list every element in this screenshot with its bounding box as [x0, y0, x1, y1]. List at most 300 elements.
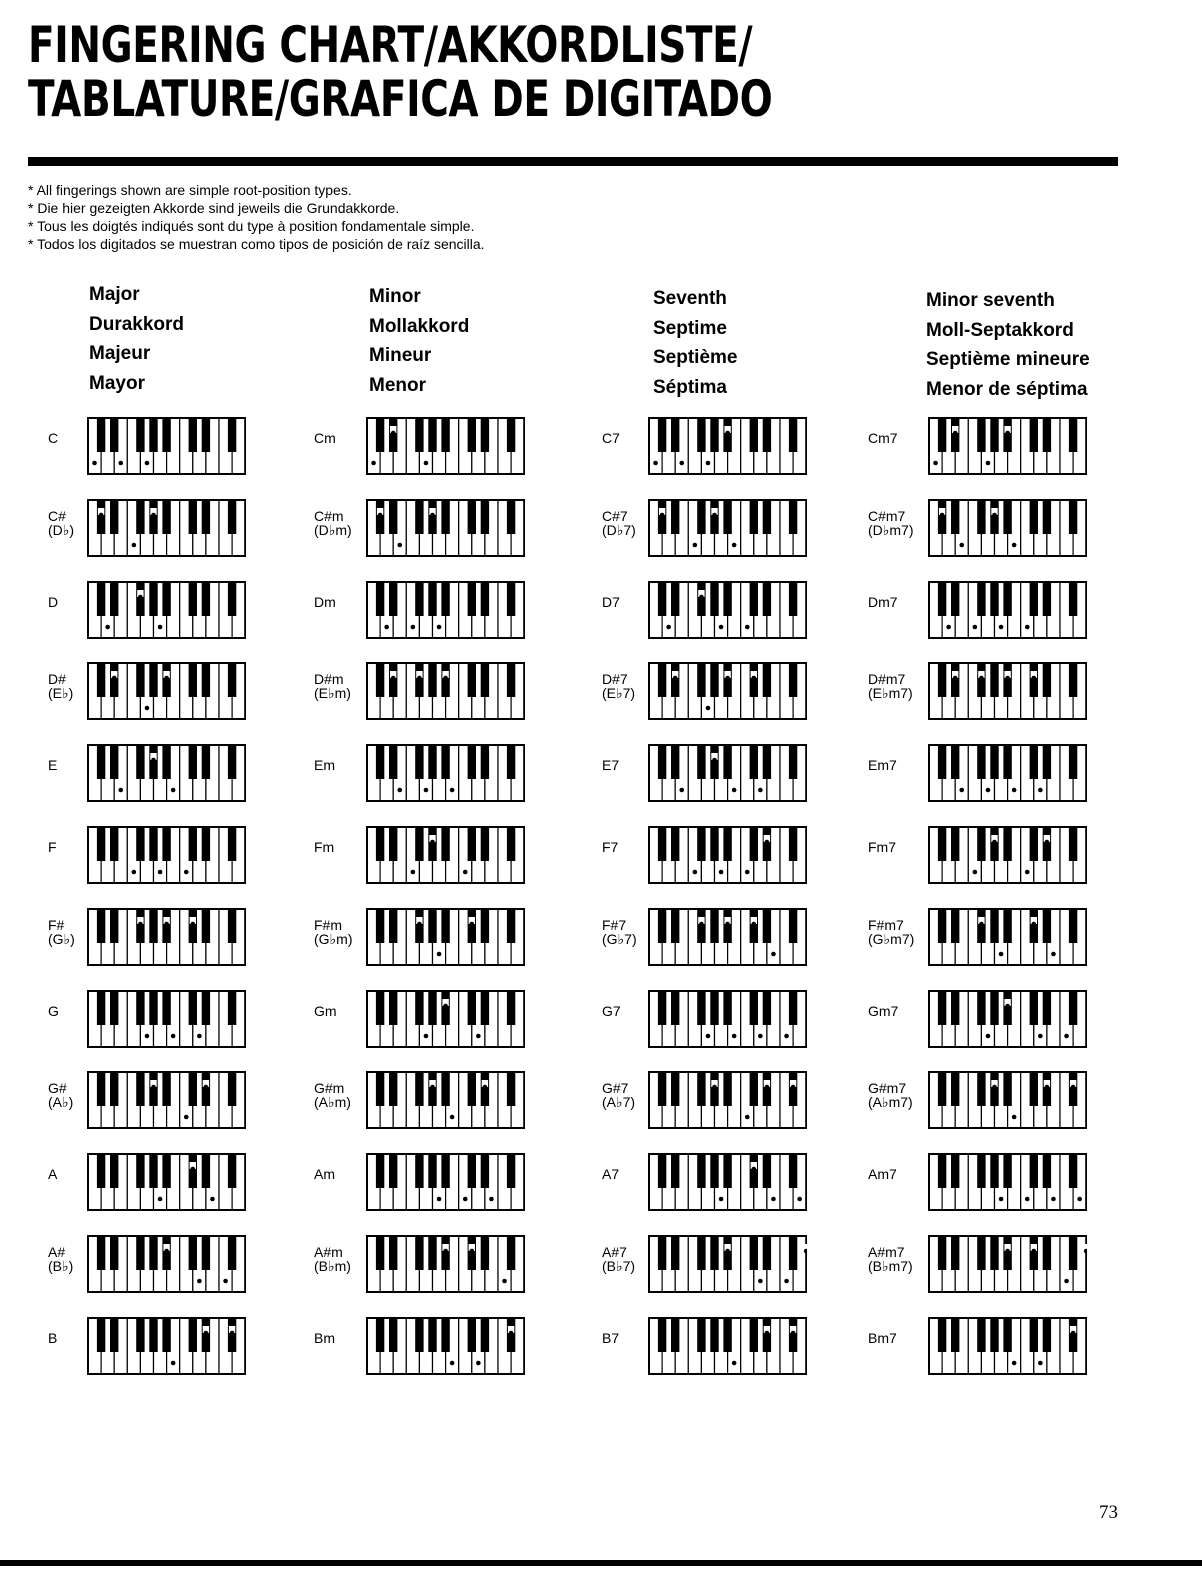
- black-key: [951, 1072, 959, 1106]
- black-key: [228, 1072, 236, 1106]
- black-key: [1069, 827, 1077, 861]
- black-key: [202, 582, 210, 616]
- chord-enharmonic: (B♭m7): [868, 1258, 913, 1274]
- finger-dot: [204, 1085, 209, 1090]
- black-key: [951, 1236, 959, 1270]
- heading-line: Septième mineure: [926, 349, 1090, 370]
- black-key: [990, 745, 998, 779]
- keyboard-diagram: [928, 1235, 1087, 1293]
- keyboard-diagram: [87, 581, 246, 639]
- heading-line: Major: [89, 284, 140, 305]
- finger-dot: [443, 676, 448, 681]
- finger-dot: [437, 624, 442, 629]
- finger-dot: [138, 921, 143, 926]
- black-key: [97, 582, 105, 616]
- black-key: [658, 1072, 666, 1106]
- keyboard-diagram: [928, 990, 1087, 1048]
- black-key: [990, 991, 998, 1025]
- heading-line: Mollakkord: [369, 315, 470, 337]
- keyboard-diagram: [928, 744, 1087, 802]
- black-key: [977, 827, 985, 861]
- black-key: [228, 991, 236, 1025]
- black-key: [977, 1154, 985, 1188]
- chord-label: [602, 509, 636, 537]
- black-key: [376, 663, 384, 697]
- black-key: [938, 663, 946, 697]
- black-key: [723, 1154, 731, 1188]
- black-key: [428, 582, 436, 616]
- black-key: [376, 1318, 384, 1352]
- keyboard-diagram: [928, 826, 1087, 884]
- chord-label: [314, 672, 351, 700]
- black-key: [1043, 500, 1051, 534]
- keyboard-diagram: [648, 744, 807, 802]
- black-key: [977, 1072, 985, 1106]
- black-key: [110, 745, 118, 779]
- finger-dot: [745, 870, 750, 875]
- keyboard-diagram: [366, 581, 525, 639]
- chord-name: C#7: [602, 507, 628, 524]
- finger-dot: [112, 676, 117, 681]
- black-key: [376, 418, 384, 452]
- finger-dot: [986, 1033, 991, 1038]
- black-key: [149, 418, 157, 452]
- heading-line: Moll-Septakkord: [926, 319, 1074, 341]
- column-heading-minor-seventh: [926, 286, 1090, 404]
- finger-dot: [765, 840, 770, 845]
- chord-label: [48, 1245, 73, 1273]
- finger-dot: [171, 1033, 176, 1038]
- black-key: [228, 418, 236, 452]
- finger-dot: [197, 1279, 202, 1284]
- black-key: [710, 582, 718, 616]
- black-key: [1043, 745, 1051, 779]
- black-key: [750, 991, 758, 1025]
- black-key: [1069, 500, 1077, 534]
- keyboard-diagram: [87, 826, 246, 884]
- finger-dot: [424, 788, 429, 793]
- finger-dot: [430, 512, 435, 517]
- chord-name: G: [48, 1002, 59, 1019]
- chord-name: C#m: [314, 507, 344, 524]
- chord-label: [868, 758, 897, 772]
- finger-dot: [191, 921, 196, 926]
- black-key: [990, 1154, 998, 1188]
- black-key: [110, 500, 118, 534]
- finger-dot: [411, 870, 416, 875]
- finger-dot: [450, 1115, 455, 1120]
- black-key: [481, 663, 489, 697]
- black-key: [697, 418, 705, 452]
- black-key: [468, 827, 476, 861]
- finger-dot: [732, 1033, 737, 1038]
- black-key: [389, 1072, 397, 1106]
- black-key: [441, 582, 449, 616]
- black-key: [376, 991, 384, 1025]
- finger-dot: [745, 1115, 750, 1120]
- black-key: [951, 1318, 959, 1352]
- black-key: [990, 582, 998, 616]
- black-key: [162, 1318, 170, 1352]
- black-key: [951, 745, 959, 779]
- finger-dot: [758, 1279, 763, 1284]
- chord-name: C#: [48, 507, 66, 524]
- black-key: [507, 827, 515, 861]
- chord-enharmonic: (D♭m7): [868, 521, 914, 538]
- black-key: [136, 1154, 144, 1188]
- finger-dot: [489, 1197, 494, 1202]
- black-key: [710, 1318, 718, 1352]
- black-key: [189, 991, 197, 1025]
- black-key: [1043, 663, 1051, 697]
- black-key: [951, 582, 959, 616]
- black-key: [938, 1236, 946, 1270]
- black-key: [481, 1154, 489, 1188]
- black-key: [507, 663, 515, 697]
- finger-dot: [430, 840, 435, 845]
- finger-dot: [424, 461, 429, 466]
- finger-dot: [1077, 1197, 1082, 1202]
- black-key: [938, 1072, 946, 1106]
- finger-dot: [706, 461, 711, 466]
- black-key: [228, 500, 236, 534]
- title-line-2: TABLATURE/GRAFICA DE DIGITADO: [28, 70, 773, 128]
- keyboard-diagram: [87, 499, 246, 557]
- black-key: [1043, 991, 1051, 1025]
- finger-dot: [171, 1360, 176, 1365]
- finger-dot: [502, 1279, 507, 1284]
- black-key: [951, 827, 959, 861]
- heading-line: Septième: [653, 347, 738, 368]
- chord-label: [868, 1331, 897, 1345]
- title-rule: [28, 157, 1118, 166]
- chord-name: G#m7: [868, 1080, 907, 1097]
- black-key: [149, 991, 157, 1025]
- black-key: [750, 827, 758, 861]
- finger-dot: [105, 624, 110, 629]
- finger-dot: [1025, 624, 1030, 629]
- chord-label: [314, 918, 352, 946]
- black-key: [750, 745, 758, 779]
- chord-name: D#m7: [868, 671, 906, 688]
- finger-dot: [191, 1167, 196, 1172]
- keyboard-diagram: [366, 744, 525, 802]
- black-key: [97, 1072, 105, 1106]
- finger-dot: [1005, 1249, 1010, 1254]
- finger-dot: [145, 461, 150, 466]
- chord-name: B: [48, 1329, 58, 1346]
- black-key: [189, 745, 197, 779]
- black-key: [389, 991, 397, 1025]
- chord-enharmonic: (B♭7): [602, 1258, 636, 1274]
- black-key: [228, 582, 236, 616]
- finger-dot: [1005, 431, 1010, 436]
- finger-dot: [758, 1033, 763, 1038]
- black-key: [1069, 745, 1077, 779]
- black-key: [763, 418, 771, 452]
- black-key: [1069, 991, 1077, 1025]
- finger-dot: [118, 788, 123, 793]
- chord-enharmonic: (E♭m7): [868, 685, 913, 702]
- chord-label: [314, 1081, 351, 1109]
- black-key: [97, 827, 105, 861]
- finger-dot: [797, 1197, 802, 1202]
- black-key: [389, 745, 397, 779]
- chord-name: D#m: [314, 671, 344, 688]
- chord-name: C#m7: [868, 507, 906, 524]
- finger-dot: [784, 1033, 789, 1038]
- finger-dot: [1032, 1249, 1037, 1254]
- black-key: [481, 582, 489, 616]
- chord-name: E7: [602, 757, 620, 774]
- chord-label: [48, 1081, 73, 1109]
- black-key: [710, 1154, 718, 1188]
- chord-label: [868, 1245, 913, 1273]
- finger-dot: [719, 870, 724, 875]
- finger-dot: [771, 951, 776, 956]
- chord-enharmonic: (E♭): [48, 685, 74, 702]
- finger-dot: [653, 461, 658, 466]
- chord-name: D: [48, 593, 59, 610]
- black-key: [1003, 1318, 1011, 1352]
- chord-label: [868, 918, 914, 946]
- title-line-1: FINGERING CHART/AKKORDLISTE/: [28, 16, 753, 74]
- black-key: [658, 1318, 666, 1352]
- black-key: [149, 827, 157, 861]
- finger-dot: [986, 788, 991, 793]
- chord-name: F7: [602, 839, 619, 855]
- finger-dot: [1045, 840, 1050, 845]
- finger-dot: [732, 788, 737, 793]
- finger-dot: [1071, 1330, 1076, 1335]
- finger-dot: [771, 1197, 776, 1202]
- black-key: [990, 909, 998, 943]
- black-key: [977, 582, 985, 616]
- chord-name: Cm: [314, 430, 336, 446]
- keyboard-diagram: [648, 662, 807, 720]
- finger-dot: [164, 1249, 169, 1254]
- chord-label: [48, 840, 57, 854]
- black-key: [110, 418, 118, 452]
- black-key: [162, 1154, 170, 1188]
- chord-label: [48, 509, 74, 537]
- chord-label: [48, 595, 58, 609]
- black-key: [1003, 500, 1011, 534]
- black-key: [1030, 827, 1038, 861]
- chord-label: [602, 1167, 619, 1181]
- black-key: [658, 1154, 666, 1188]
- black-key: [468, 1154, 476, 1188]
- note-line: * Todos los digitados se muestran como tipos de posición de raíz sencilla.: [28, 236, 485, 252]
- black-key: [723, 500, 731, 534]
- chord-enharmonic: (A♭): [48, 1094, 74, 1111]
- black-key: [428, 1154, 436, 1188]
- chord-label: [868, 672, 913, 700]
- chord-name: F: [48, 839, 57, 855]
- finger-dot: [210, 1197, 215, 1202]
- black-key: [697, 745, 705, 779]
- black-key: [136, 663, 144, 697]
- black-key: [977, 500, 985, 534]
- finger-dot: [791, 1330, 796, 1335]
- keyboard-diagram: [366, 826, 525, 884]
- black-key: [671, 1072, 679, 1106]
- black-key: [228, 663, 236, 697]
- chord-enharmonic: (G♭): [48, 930, 75, 947]
- finger-dot: [443, 1249, 448, 1254]
- black-key: [671, 827, 679, 861]
- black-key: [202, 991, 210, 1025]
- finger-dot: [999, 1197, 1004, 1202]
- page-title: [28, 18, 886, 126]
- black-key: [1030, 418, 1038, 452]
- black-key: [415, 1236, 423, 1270]
- finger-dot: [673, 676, 678, 681]
- black-key: [110, 1154, 118, 1188]
- finger-dot: [1012, 1115, 1017, 1120]
- finger-dot: [784, 1279, 789, 1284]
- chord-name: C7: [602, 430, 620, 446]
- black-key: [789, 582, 797, 616]
- keyboard-diagram: [87, 1235, 246, 1293]
- chord-label: [868, 1081, 913, 1109]
- keyboard-diagram: [87, 417, 246, 475]
- black-key: [723, 1072, 731, 1106]
- chord-enharmonic: (D♭m): [314, 521, 352, 538]
- black-key: [481, 991, 489, 1025]
- chord-label: [48, 431, 58, 445]
- chord-name: F#7: [602, 916, 627, 933]
- chord-label: [314, 1331, 335, 1345]
- black-key: [441, 1154, 449, 1188]
- black-key: [763, 663, 771, 697]
- black-key: [697, 827, 705, 861]
- chord-label: [48, 1331, 57, 1345]
- chord-name: F#m7: [868, 916, 904, 933]
- finger-dot: [483, 1085, 488, 1090]
- black-key: [938, 827, 946, 861]
- black-key: [189, 418, 197, 452]
- finger-dot: [171, 788, 176, 793]
- finger-dot: [1064, 1279, 1069, 1284]
- finger-dot: [1012, 1360, 1017, 1365]
- finger-dot: [450, 1360, 455, 1365]
- chord-name: Dm: [314, 593, 336, 610]
- black-key: [97, 909, 105, 943]
- finger-dot: [132, 870, 137, 875]
- keyboard-diagram: [648, 1153, 807, 1211]
- finger-dot: [204, 1330, 209, 1335]
- chord-name: Em7: [868, 757, 897, 774]
- black-key: [990, 1318, 998, 1352]
- black-key: [1030, 500, 1038, 534]
- keyboard-diagram: [648, 581, 807, 639]
- chord-label: [602, 1081, 635, 1109]
- finger-dot: [992, 512, 997, 517]
- black-key: [162, 500, 170, 534]
- black-key: [228, 909, 236, 943]
- black-key: [1043, 909, 1051, 943]
- black-key: [468, 1318, 476, 1352]
- keyboard-diagram: [366, 990, 525, 1048]
- black-key: [697, 663, 705, 697]
- black-key: [468, 418, 476, 452]
- black-key: [789, 1154, 797, 1188]
- black-key: [710, 663, 718, 697]
- black-key: [658, 991, 666, 1025]
- finger-dot: [1038, 1033, 1043, 1038]
- chord-label: [602, 595, 620, 609]
- black-key: [389, 909, 397, 943]
- black-key: [189, 500, 197, 534]
- black-key: [658, 909, 666, 943]
- finger-dot: [1005, 676, 1010, 681]
- black-key: [1003, 582, 1011, 616]
- black-key: [507, 1154, 515, 1188]
- heading-line: Menor: [369, 374, 426, 396]
- black-key: [507, 991, 515, 1025]
- finger-dot: [197, 1033, 202, 1038]
- finger-dot: [725, 431, 730, 436]
- black-key: [202, 745, 210, 779]
- finger-dot: [1051, 1197, 1056, 1202]
- chord-enharmonic: (B♭): [48, 1258, 74, 1274]
- black-key: [202, 500, 210, 534]
- black-key: [1069, 1154, 1077, 1188]
- keyboard-diagram: [366, 1235, 525, 1293]
- black-key: [990, 663, 998, 697]
- chord-name: Fm7: [868, 839, 896, 855]
- black-key: [658, 1236, 666, 1270]
- bottom-rule: [0, 1560, 1202, 1566]
- chord-name: D#7: [602, 671, 628, 688]
- black-key: [507, 909, 515, 943]
- finger-dot: [1012, 788, 1017, 793]
- chord-name: Dm7: [868, 593, 898, 610]
- black-key: [671, 991, 679, 1025]
- black-key: [1003, 745, 1011, 779]
- chord-name: F#m: [314, 916, 342, 933]
- chord-label: [48, 758, 57, 772]
- black-key: [710, 1236, 718, 1270]
- black-key: [136, 1318, 144, 1352]
- black-key: [763, 582, 771, 616]
- finger-dot: [424, 1033, 429, 1038]
- finger-dot: [765, 1330, 770, 1335]
- finger-dot: [933, 461, 938, 466]
- finger-dot: [666, 624, 671, 629]
- finger-dot: [758, 788, 763, 793]
- finger-dot: [463, 870, 468, 875]
- finger-dot: [1038, 788, 1043, 793]
- black-key: [481, 745, 489, 779]
- finger-dot: [712, 512, 717, 517]
- chord-name: A7: [602, 1166, 620, 1183]
- black-key: [189, 663, 197, 697]
- keyboard-diagram: [366, 1071, 525, 1129]
- chord-enharmonic: (A♭7): [602, 1094, 636, 1111]
- finger-dot: [719, 1197, 724, 1202]
- chord-name: A: [48, 1166, 58, 1183]
- finger-dot: [999, 624, 1004, 629]
- keyboard-diagram: [928, 417, 1087, 475]
- black-key: [468, 500, 476, 534]
- finger-dot: [992, 840, 997, 845]
- finger-dot: [953, 676, 958, 681]
- finger-dot: [470, 1249, 475, 1254]
- black-key: [938, 745, 946, 779]
- black-key: [389, 1236, 397, 1270]
